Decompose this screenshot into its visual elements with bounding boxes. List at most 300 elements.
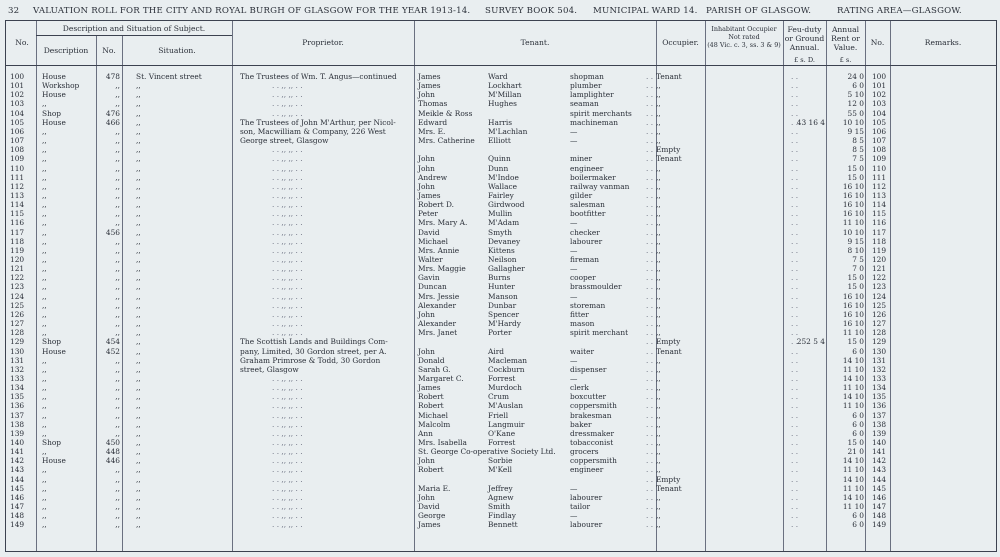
row-tenant-surname: Macleman — [488, 355, 528, 365]
row-description: ,, — [42, 401, 47, 411]
row-street-number: ,, — [115, 410, 120, 420]
row-tenant-surname: Crum — [488, 392, 509, 402]
header-no-right: No. — [870, 38, 885, 47]
row-description: ,, — [42, 419, 47, 429]
row-inhabitant-dots: . . — [791, 410, 799, 420]
page-header — [0, 0, 1000, 20]
row-occupier: ,, — [656, 319, 661, 329]
row-inhabitant-dots: . . — [791, 72, 799, 81]
row-annual-rent: 9 15 — [847, 126, 864, 136]
row-annual-rent: 7 0 — [852, 264, 864, 274]
row-proprietor-ditto: . . ,, ,, . . — [272, 218, 303, 228]
row-proprietor-ditto: . . ,, ,, . . — [272, 282, 303, 292]
header-situation: Situation. — [158, 46, 196, 55]
row-annual-rent: 16 10 — [842, 209, 864, 219]
row-number: 138 — [10, 419, 25, 429]
row-description: ,, — [42, 309, 47, 319]
row-number-right: 138 — [871, 419, 887, 429]
row-tenant-surname: Cockburn — [488, 364, 525, 374]
header-description: Description — [43, 46, 89, 55]
row-description: House — [42, 117, 66, 127]
row-inhabitant-dots: . . — [791, 209, 799, 219]
row-number: 137 — [10, 410, 25, 420]
table-row — [6, 466, 996, 475]
rating-area: RATING AREA—GLASGOW. — [837, 6, 962, 16]
row-number-right: 115 — [871, 209, 887, 219]
row-situation: ,, — [136, 328, 141, 338]
row-street-number: ,, — [115, 264, 120, 274]
row-tenant-occupation: tobacconist — [570, 438, 614, 447]
row-leader-dots: . . — [646, 300, 654, 310]
row-tenant-surname: M'Adam — [488, 218, 520, 228]
row-tenant-first-name: Donald — [418, 355, 445, 365]
row-tenant-first-name: Margaret C. — [418, 373, 464, 383]
row-annual-rent: 15 0 — [847, 163, 864, 173]
row-description: ,, — [42, 364, 47, 374]
row-annual-rent: 6 0 — [852, 410, 864, 420]
row-inhabitant-dots: . . — [791, 502, 799, 512]
row-tenant-first-name: John — [418, 492, 435, 502]
row-occupier: ,, — [656, 108, 661, 118]
row-occupier: ,, — [656, 264, 661, 274]
row-inhabitant-dots: . . — [791, 154, 799, 164]
row-number-right: 110 — [871, 163, 887, 173]
row-number: 116 — [10, 218, 25, 228]
row-proprietor-ditto: . . ,, ,, . . — [272, 456, 303, 466]
row-annual-rent: 14 10 — [842, 492, 864, 502]
row-leader-dots: . . — [646, 511, 654, 521]
row-number: 110 — [10, 163, 25, 173]
row-description: ,, — [42, 319, 47, 329]
row-tenant-first-name: John — [418, 456, 435, 466]
row-occupier: ,, — [656, 428, 661, 438]
row-street-number: ,, — [115, 392, 120, 402]
row-tenant-surname: M'Indoe — [488, 172, 519, 182]
row-proprietor-ditto: . . ,, ,, . . — [272, 200, 303, 210]
row-situation: ,, — [136, 502, 141, 512]
row-annual-rent: 14 10 — [842, 373, 864, 383]
row-street-number: ,, — [115, 428, 120, 438]
table-row — [6, 229, 996, 238]
row-number: 101 — [10, 81, 25, 91]
row-tenant-surname: Murdoch — [488, 383, 522, 393]
row-number-right: 112 — [871, 181, 887, 191]
row-street-number: ,, — [115, 291, 120, 301]
row-number-right: 137 — [871, 410, 887, 420]
row-number: 145 — [10, 483, 25, 493]
row-tenant-first-name: Sarah G. — [418, 364, 451, 374]
row-tenant-first-name: Michael — [418, 410, 448, 420]
municipal-ward: MUNICIPAL WARD 14. — [593, 6, 698, 16]
row-tenant-surname: Forrest — [488, 373, 516, 383]
row-situation: ,, — [136, 163, 141, 173]
row-tenant-first-name: Alexander — [418, 319, 457, 329]
row-leader-dots: . . — [646, 172, 654, 182]
row-description: ,, — [42, 209, 47, 219]
row-tenant-first-name: James — [418, 383, 441, 393]
row-number-right: 143 — [871, 465, 887, 475]
row-tenant-occupation: shopman — [570, 72, 604, 81]
row-occupier: ,, — [656, 181, 661, 191]
row-tenant-surname: Dunn — [488, 163, 509, 173]
row-street-number: ,, — [115, 328, 120, 338]
row-proprietor-ditto: . . ,, ,, . . — [272, 181, 303, 191]
row-number: 123 — [10, 282, 25, 292]
row-situation: ,, — [136, 264, 141, 274]
row-proprietor-ditto: . . ,, ,, . . — [272, 383, 303, 393]
row-leader-dots: . . — [646, 126, 654, 136]
row-street-number: ,, — [115, 163, 120, 173]
row-number: 132 — [10, 364, 25, 374]
row-situation: ,, — [136, 236, 141, 246]
row-leader-dots: . . — [646, 319, 654, 329]
row-tenant-surname: M'Millan — [488, 90, 522, 100]
row-leader-dots: . . — [646, 328, 654, 338]
row-street-number: ,, — [115, 236, 120, 246]
row-occupier: Empty — [656, 337, 681, 347]
row-tenant-occupation: miner — [570, 154, 593, 164]
row-occupier: Tenant — [656, 154, 682, 164]
row-number-right: 106 — [871, 126, 887, 136]
row-description: ,, — [42, 245, 47, 255]
row-number: 107 — [10, 136, 25, 146]
row-inhabitant-dots: . . — [791, 227, 799, 237]
row-number-right: 125 — [871, 300, 887, 310]
row-annual-rent: 11 10 — [842, 483, 864, 493]
table-row — [6, 219, 996, 228]
row-inhabitant-dots: . . — [791, 392, 799, 402]
row-tenant-first-name: Michael — [418, 236, 448, 246]
row-number: 141 — [10, 447, 25, 457]
row-tenant-surname: Aird — [488, 346, 504, 356]
row-occupier: Tenant — [656, 483, 682, 493]
row-feu-duty: 252 5 4 — [796, 337, 825, 347]
row-annual-rent: 11 10 — [842, 364, 864, 374]
row-annual-rent: 8 10 — [847, 245, 864, 255]
row-number: 122 — [10, 273, 25, 283]
row-street-number: ,, — [115, 373, 120, 383]
row-tenant-surname: Girdwood — [488, 200, 525, 210]
row-description: ,, — [42, 227, 47, 237]
row-tenant-occupation: boxcutter — [570, 392, 607, 402]
row-proprietor-ditto: . . ,, ,, . . — [272, 236, 303, 246]
row-number-right: 134 — [871, 383, 887, 393]
row-inhabitant-dots: . . — [791, 438, 799, 447]
row-tenant-occupation: railway vanman — [570, 181, 630, 191]
row-tenant-first-name: Mrs. Isabella — [418, 438, 467, 447]
row-annual-rent: 16 10 — [842, 309, 864, 319]
row-annual-rent: 7 5 — [852, 255, 864, 264]
row-street-number: 450 — [105, 438, 120, 447]
row-situation: ,, — [136, 227, 141, 237]
row-tenant-occupation: — — [570, 373, 578, 383]
row-number: 124 — [10, 291, 25, 301]
row-inhabitant-dots: . . — [791, 511, 799, 521]
row-occupier: ,, — [656, 209, 661, 219]
row-tenant-occupation: clerk — [570, 383, 589, 393]
row-tenant-occupation: dressmaker — [570, 428, 615, 438]
row-street-number: 476 — [105, 108, 120, 118]
row-number-right: 101 — [871, 81, 887, 91]
header-feu-duty: Feu-duty or Ground Annual. — [784, 25, 825, 52]
row-number: 118 — [10, 236, 25, 246]
row-occupier: Empty — [656, 145, 681, 155]
row-proprietor-ditto: . . ,, ,, . . — [272, 511, 303, 521]
proprietor-line: The Trustees of Wm. T. Angus—continued — [240, 72, 397, 81]
row-street-number: ,, — [115, 209, 120, 219]
row-inhabitant-dots: . . — [791, 328, 799, 338]
row-tenant-surname: Hughes — [488, 99, 517, 109]
row-inhabitant-dots: . . — [791, 245, 799, 255]
row-description: ,, — [42, 190, 47, 200]
row-proprietor-ditto: . . ,, ,, . . — [272, 245, 303, 255]
row-occupier: Empty — [656, 474, 681, 484]
row-street-number: ,, — [115, 419, 120, 429]
row-tenant-occupation: — — [570, 264, 578, 274]
row-situation: ,, — [136, 319, 141, 329]
row-tenant-occupation: fitter — [570, 309, 589, 319]
row-tenant-surname: Spencer — [488, 309, 519, 319]
row-description: ,, — [42, 300, 47, 310]
row-tenant-surname: M'Auslan — [488, 401, 524, 411]
row-inhabitant-dots: . . — [791, 428, 799, 438]
row-situation: ,, — [136, 209, 141, 219]
row-situation: ,, — [136, 383, 141, 393]
proprietor-line: pany, Limited, 30 Gordon street, per A. — [240, 346, 387, 356]
row-annual-rent: 5 10 — [847, 90, 864, 100]
row-occupier: ,, — [656, 492, 661, 502]
row-street-number: ,, — [115, 81, 120, 91]
row-number-right: 119 — [871, 245, 887, 255]
row-tenant-occupation: — — [570, 483, 578, 493]
row-situation: ,, — [136, 419, 141, 429]
row-number: 103 — [10, 99, 25, 109]
row-tenant-surname: Mullin — [488, 209, 513, 219]
row-tenant-occupation: engineer — [570, 465, 604, 475]
row-tenant-first-name: Thomas — [418, 99, 448, 109]
row-tenant-surname: Friell — [488, 410, 509, 420]
row-situation: ,, — [136, 200, 141, 210]
row-number-right: 140 — [871, 438, 887, 447]
header-description-group: Description and Situation of Subject. — [62, 24, 206, 33]
row-occupier: ,, — [656, 190, 661, 200]
row-proprietor-ditto: . . ,, ,, . . — [272, 172, 303, 182]
row-leader-dots: . . — [646, 355, 654, 365]
row-proprietor-ditto: . . ,, ,, . . — [272, 255, 303, 264]
header-rent-units: £ s. — [839, 56, 852, 64]
row-leader-dots: . . — [646, 264, 654, 274]
row-description: ,, — [42, 126, 47, 136]
row-tenant-occupation: cooper — [570, 273, 596, 283]
row-number-right: 144 — [871, 474, 887, 484]
row-number: 111 — [10, 172, 25, 182]
row-occupier: ,, — [656, 410, 661, 420]
row-inhabitant-dots: . . — [791, 273, 799, 283]
row-number-right: 128 — [871, 328, 887, 338]
row-tenant-surname: Manson — [488, 291, 518, 301]
row-number-right: 118 — [871, 236, 887, 246]
row-description: ,, — [42, 154, 47, 164]
row-leader-dots: . . — [646, 255, 654, 264]
row-occupier: ,, — [656, 465, 661, 475]
row-description: ,, — [42, 99, 47, 109]
row-occupier: ,, — [656, 245, 661, 255]
row-tenant-surname: Smyth — [488, 227, 512, 237]
row-proprietor-ditto: . . ,, ,, . . — [272, 319, 303, 329]
table-row — [6, 421, 996, 430]
row-leader-dots: . . — [646, 99, 654, 109]
row-tenant-first-name: David — [418, 502, 440, 512]
row-tenant-surname: Devaney — [488, 236, 521, 246]
row-occupier: ,, — [656, 383, 661, 393]
row-situation: ,, — [136, 126, 141, 136]
row-leader-dots: . . — [646, 154, 654, 164]
row-tenant-occupation: seaman — [570, 99, 599, 109]
row-leader-dots: . . — [646, 291, 654, 301]
row-number: 131 — [10, 355, 25, 365]
row-occupier: Tenant — [656, 346, 682, 356]
row-number: 119 — [10, 245, 25, 255]
row-tenant-first-name: Mrs. E. — [418, 126, 446, 136]
row-number: 108 — [10, 145, 25, 155]
row-street-number: ,, — [115, 483, 120, 493]
row-leader-dots: . . — [646, 364, 654, 374]
row-tenant-first-name: Ann — [418, 428, 433, 438]
header-annual-rent: Annual Rent or Value. — [831, 25, 860, 52]
row-annual-rent: 21 0 — [847, 447, 864, 457]
row-tenant-occupation: brassmoulder — [570, 282, 622, 292]
proprietor-line: street, Glasgow — [240, 364, 299, 374]
row-annual-rent: 11 10 — [842, 502, 864, 512]
row-description: House — [42, 72, 66, 81]
row-situation: ,, — [136, 218, 141, 228]
row-tenant-first-name: John — [418, 154, 435, 164]
page-number: 32 — [8, 6, 20, 16]
row-number: 105 — [10, 117, 25, 127]
row-leader-dots: . . — [646, 346, 654, 356]
row-proprietor-ditto: . . ,, ,, . . — [272, 108, 303, 118]
row-street-number: ,, — [115, 474, 120, 484]
row-inhabitant-dots: . . — [791, 264, 799, 274]
row-tenant-occupation: — — [570, 511, 578, 521]
row-tenant-occupation: machineman — [570, 117, 618, 127]
row-occupier: ,, — [656, 364, 661, 374]
row-tenant-surname: Sorbie — [488, 456, 513, 466]
row-situation: ,, — [136, 355, 141, 365]
row-occupier: ,, — [656, 236, 661, 246]
row-street-number: ,, — [115, 364, 120, 374]
row-situation: ,, — [136, 172, 141, 182]
row-number-right: 107 — [871, 136, 887, 146]
row-tenant-surname: Wallace — [488, 181, 518, 191]
row-situation: ,, — [136, 511, 141, 521]
row-annual-rent: 12 0 — [847, 99, 864, 109]
row-tenant-first-name: John — [418, 163, 435, 173]
row-number: 114 — [10, 200, 25, 210]
row-inhabitant-dots: . . — [791, 465, 799, 475]
row-description: ,, — [42, 236, 47, 246]
row-annual-rent: 16 10 — [842, 319, 864, 329]
row-inhabitant-dots: . . — [791, 172, 799, 182]
row-street-number: ,, — [115, 465, 120, 475]
row-tenant-first-name: Andrew — [418, 172, 448, 182]
row-situation: ,, — [136, 273, 141, 283]
row-tenant-occupation: bootfitter — [570, 209, 606, 219]
row-tenant-occupation: engineer — [570, 163, 604, 173]
row-tenant-occupation: coppersmith — [570, 456, 617, 466]
row-situation: ,, — [136, 456, 141, 466]
row-leader-dots: . . — [646, 81, 654, 91]
row-tenant-surname: M'Kell — [488, 465, 513, 475]
row-occupier: ,, — [656, 81, 661, 91]
row-tenant-first-name: Maria E. — [418, 483, 451, 493]
row-tenant-surname: Jeffrey — [488, 483, 513, 493]
row-annual-rent: 11 10 — [842, 465, 864, 475]
row-inhabitant-dots: . . — [791, 282, 799, 292]
row-number-right: 116 — [871, 218, 887, 228]
row-street-number: ,, — [115, 181, 120, 191]
row-inhabitant-dots: . . — [791, 218, 799, 228]
row-tenant-first-name: Robert — [418, 392, 444, 402]
row-proprietor-ditto: . . ,, ,, . . — [272, 419, 303, 429]
row-tenant-occupation: mason — [570, 319, 595, 329]
row-occupier: ,, — [656, 328, 661, 338]
row-number: 100 — [10, 72, 25, 81]
row-occupier: ,, — [656, 291, 661, 301]
row-tenant-occupation: tailor — [570, 502, 591, 512]
row-proprietor-ditto: . . ,, ,, . . — [272, 273, 303, 283]
row-occupier: ,, — [656, 282, 661, 292]
row-number-right: 136 — [871, 401, 887, 411]
row-inhabitant-dots: . . — [791, 163, 799, 173]
row-tenant-surname: M'Hardy — [488, 319, 521, 329]
row-annual-rent: 16 10 — [842, 291, 864, 301]
row-tenant-occupation: — — [570, 245, 578, 255]
row-number-right: 131 — [871, 355, 887, 365]
row-description: ,, — [42, 200, 47, 210]
row-proprietor-ditto: . . ,, ,, . . — [272, 227, 303, 237]
table-row — [6, 100, 996, 109]
row-street-number: ,, — [115, 520, 120, 530]
row-tenant-surname: Lockhart — [488, 81, 522, 91]
row-description: ,, — [42, 465, 47, 475]
row-tenant-surname: Harris — [488, 117, 513, 127]
row-street-number: ,, — [115, 282, 120, 292]
header-number: No. — [102, 46, 116, 55]
row-leader-dots: . . — [646, 410, 654, 420]
row-occupier: ,, — [656, 126, 661, 136]
row-number-right: 148 — [871, 511, 887, 521]
row-street-number: 446 — [105, 456, 120, 466]
row-proprietor-ditto: . . ,, ,, . . — [272, 190, 303, 200]
row-number-right: 108 — [871, 145, 887, 155]
row-leader-dots: . . — [646, 465, 654, 475]
row-number-right: 124 — [871, 291, 887, 301]
row-situation: ,, — [136, 410, 141, 420]
row-number: 142 — [10, 456, 25, 466]
row-tenant-first-name: Robert — [418, 401, 444, 411]
row-leader-dots: . . — [646, 145, 654, 155]
row-description: ,, — [42, 383, 47, 393]
row-description: ,, — [42, 145, 47, 155]
row-proprietor-ditto: . . ,, ,, . . — [272, 145, 303, 155]
row-proprietor-ditto: . . ,, ,, . . — [272, 492, 303, 502]
row-street-number: ,, — [115, 172, 120, 182]
row-number-right: 120 — [871, 255, 887, 264]
row-tenant-first-name: James — [418, 190, 441, 200]
row-number: 127 — [10, 319, 25, 329]
row-tenant-surname: M'Lachlan — [488, 126, 528, 136]
